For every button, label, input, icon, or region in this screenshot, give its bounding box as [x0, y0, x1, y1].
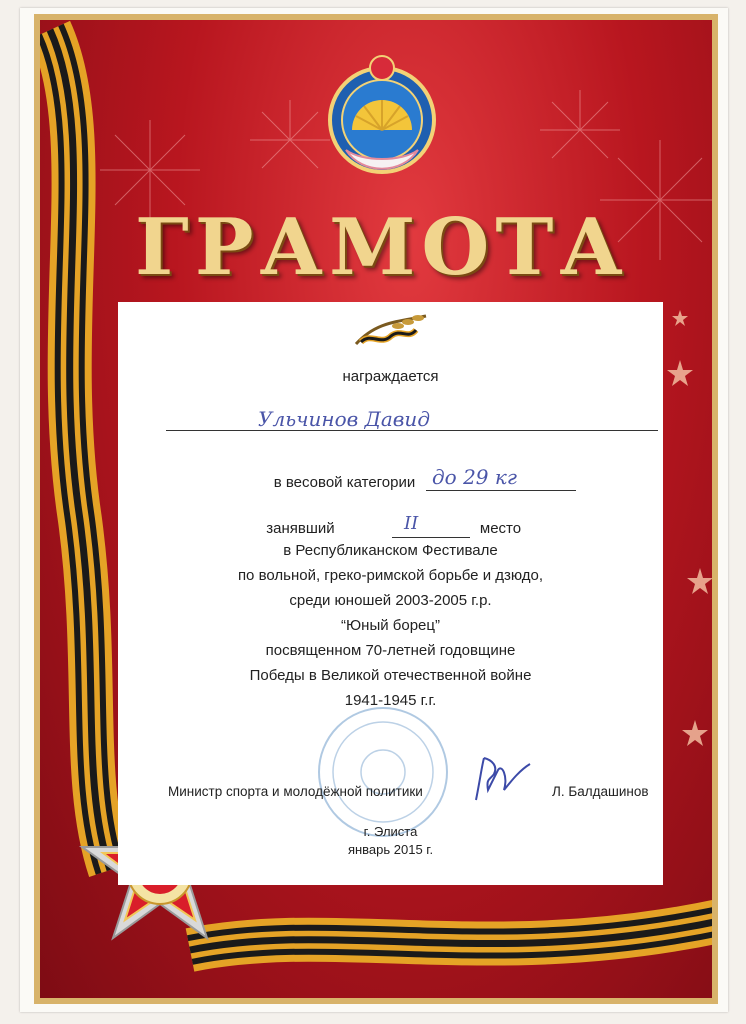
coat-of-arms-emblem: [330, 56, 434, 172]
certificate-sheet: [20, 8, 728, 1012]
minister-name: Л. Балдашинов: [552, 784, 649, 799]
awarded-label: награждается: [342, 368, 439, 385]
event-line-4: “Юный борец”: [341, 617, 440, 634]
city-label: г. Элиста: [363, 824, 418, 839]
place-underline: [392, 537, 470, 538]
weight-category-label: в весовой категории: [273, 474, 416, 491]
event-line-1: в Республиканском Фестивале: [283, 542, 498, 559]
recipient-name: Ульчинов Давид: [258, 407, 430, 431]
official-stamp: [313, 702, 453, 842]
recipient-underline: [166, 430, 658, 431]
st-george-ribbon: [50, 30, 110, 870]
place-prefix: занявший: [266, 520, 335, 537]
event-line-2: по вольной, греко-римской борьбе и дзюдо,: [237, 567, 544, 584]
handwritten-signature: [468, 750, 548, 810]
event-line-3: среди юношей 2003-2005 г.р.: [289, 592, 492, 609]
event-line-7: 1941-1945 г.г.: [344, 692, 437, 709]
laurel-ribbon-icon: [346, 312, 436, 352]
event-line-6: Победы в Великой отечественной войне: [249, 667, 532, 684]
certificate-frame: [34, 14, 718, 1004]
minister-title: Министр спорта и молодёжной политики: [168, 784, 423, 799]
event-line-5: посвященном 70-летней годовщине: [265, 642, 516, 659]
place-value: II: [404, 513, 419, 534]
weight-category-value: до 29 кг: [432, 465, 517, 489]
certificate-title: ГРАМОТА: [135, 202, 629, 293]
certificate-content-panel: [118, 302, 663, 885]
place-suffix: место: [479, 520, 522, 537]
date-label: январь 2015 г.: [347, 842, 434, 857]
weight-underline: [426, 490, 576, 491]
bottom-ribbon: [190, 920, 718, 950]
